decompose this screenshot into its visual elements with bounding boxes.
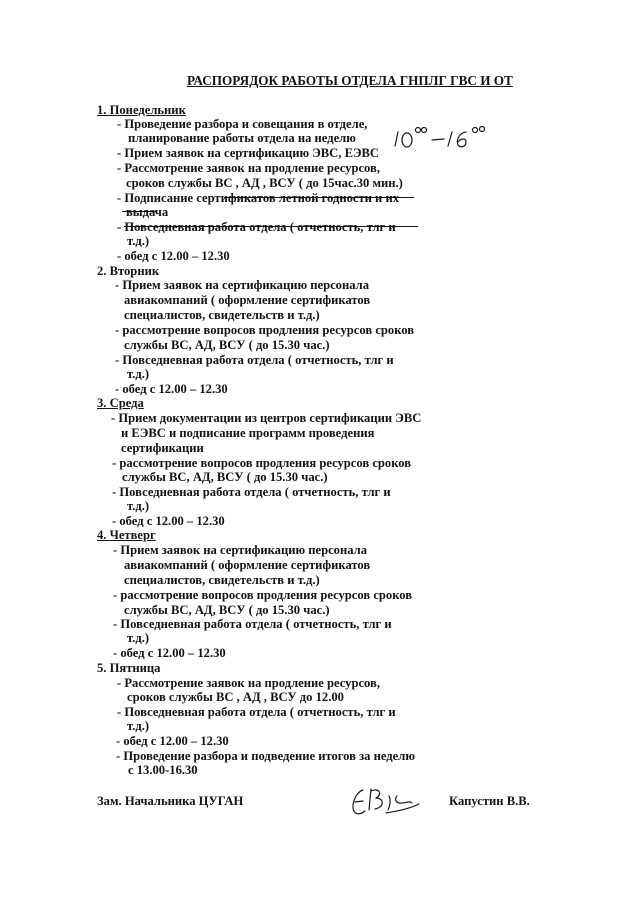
list-item-continuation: и ЕЭВС и подписание программ проведения <box>121 426 375 440</box>
list-item: - Прием заявок на сертификацию ЭВС, ЕЭВС <box>117 146 380 160</box>
list-item-continuation: т.д.) <box>127 234 150 248</box>
list-item-continuation: специалистов, свидетельств и т.д.) <box>124 308 320 322</box>
day-heading-wednesday: 3. Среда <box>97 396 144 410</box>
list-item-continuation: сроков службы ВС , АД , ВСУ ( до 15час.30 мин.) <box>126 176 403 190</box>
handwritten-time-note <box>392 122 497 154</box>
list-item: - обед с 12.00 – 12.30 <box>113 646 226 660</box>
list-item-continuation: т.д.) <box>127 499 150 513</box>
list-item-continuation: с 13.00-16.30 <box>128 763 198 777</box>
signatory-name: Капустин В.В. <box>449 794 530 808</box>
list-item-continuation: службы ВС, АД, ВСУ ( до 15.30 час.) <box>122 470 328 484</box>
list-item-continuation: планирование работы отдела на неделю <box>128 131 356 145</box>
list-item-continuation: т.д.) <box>127 719 150 733</box>
list-item: - Повседневная работа отдела ( отчетность, тлг и <box>117 220 396 234</box>
day-heading-tuesday: 2. Вторник <box>97 264 160 278</box>
list-item: - Подписание сертификатов летной годности и их <box>117 191 400 205</box>
list-item: - Рассмотрение заявок на продление ресурсов, <box>117 676 380 690</box>
handwritten-signature <box>345 780 425 822</box>
day-heading-friday: 5. Пятница <box>97 661 161 675</box>
strikethrough-line <box>122 211 156 212</box>
list-item: - рассмотрение вопросов продления ресурсов сроков <box>112 456 412 470</box>
document-title: РАСПОРЯДОК РАБОТЫ ОТДЕЛА ГНПЛГ ГВС И ОТ <box>187 73 513 88</box>
list-item: - Повседневная работа отдела ( отчетность, тлг и <box>115 353 394 367</box>
list-item-continuation: т.д.) <box>127 367 150 381</box>
list-item-continuation: сертификации <box>121 441 204 455</box>
day-heading-monday: 1. Понедельник <box>97 103 186 117</box>
strikethrough-line <box>224 197 414 198</box>
list-item: - Повседневная работа отдела ( отчетность, тлг и <box>112 485 391 499</box>
list-item: - обед с 12.00 – 12.30 <box>115 382 228 396</box>
list-item-continuation: выдача <box>126 205 169 219</box>
list-item: - обед с 12.00 – 12.30 <box>117 249 230 263</box>
list-item-continuation: службы ВС, АД, ВСУ ( до 15.30 час.) <box>124 338 330 352</box>
day-heading-thursday: 4. Четверг <box>97 528 156 542</box>
list-item: - Прием документации из центров сертификации ЭВС <box>111 411 422 425</box>
list-item: - обед с 12.00 – 12.30 <box>112 514 225 528</box>
signatory-position: Зам. Начальника ЦУГАН <box>97 794 244 808</box>
list-item-continuation: специалистов, свидетельств и т.д.) <box>124 573 320 587</box>
list-item: - Проведение разбора и подведение итогов за неделю <box>116 749 415 763</box>
list-item: - Прием заявок на сертификацию персонала <box>115 278 369 292</box>
list-item-continuation: службы ВС, АД, ВСУ ( до 15.30 час.) <box>124 603 330 617</box>
list-item: - Проведение разбора и совещания в отделе, <box>117 117 368 131</box>
list-item: - рассмотрение вопросов продления ресурсов сроков <box>113 588 413 602</box>
list-item: - рассмотрение вопросов продления ресурсов сроков <box>115 323 415 337</box>
list-item: - Повседневная работа отдела ( отчетность, тлг и <box>113 617 392 631</box>
list-item: - Рассмотрение заявок на продление ресурсов, <box>117 161 380 175</box>
list-item-continuation: т.д.) <box>127 631 150 645</box>
list-item: - обед с 12.00 – 12.30 <box>116 734 229 748</box>
list-item-continuation: авиакомпаний ( оформление сертификатов <box>124 293 371 307</box>
list-item: - Повседневная работа отдела ( отчетность, тлг и <box>117 705 396 719</box>
list-item-continuation: авиакомпаний ( оформление сертификатов <box>124 558 371 572</box>
strikethrough-line <box>124 226 418 227</box>
list-item: - Прием заявок на сертификацию персонала <box>113 543 367 557</box>
list-item-continuation: сроков службы ВС , АД , ВСУ до 12.00 <box>127 690 344 704</box>
